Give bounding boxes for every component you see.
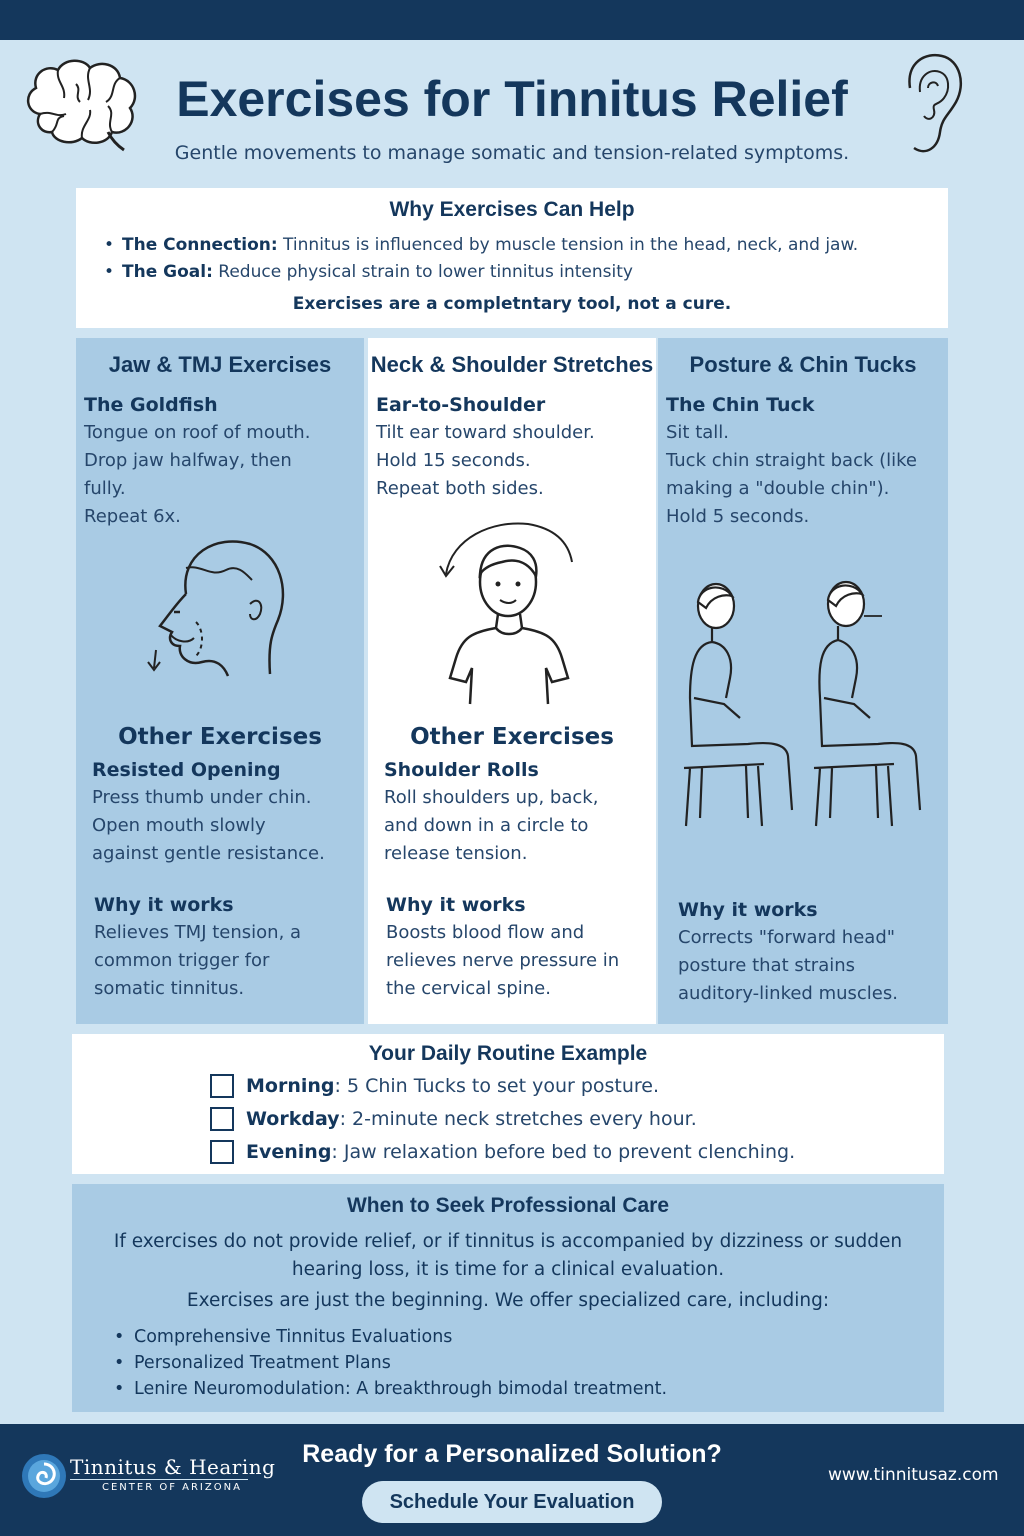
why-line: Relieves TMJ tension, a — [94, 922, 302, 943]
jaw-tmj-column — [76, 338, 364, 1024]
why-line: common trigger for — [94, 950, 270, 971]
column-title: Jaw & TMJ Exercises — [108, 352, 332, 377]
routine-item-evening — [210, 1140, 795, 1164]
neck-stretch-illustration — [440, 523, 572, 704]
daily-routine-section — [72, 1034, 944, 1174]
other-exercise-instructions — [92, 784, 325, 868]
why-exercises-section — [76, 188, 948, 328]
care-services-list — [134, 1324, 667, 1402]
column-title: Neck & Shoulder Stretches — [370, 352, 654, 377]
instruction-line: Open mouth slowly — [92, 815, 266, 836]
why-it-works-text — [386, 919, 619, 1003]
other-exercises-title: Other Exercises — [118, 724, 322, 750]
instruction-line: release tension. — [384, 843, 528, 864]
routine-item-detail: : 2-minute neck stretches every hour. — [339, 1108, 697, 1130]
routine-item-label: Workday — [246, 1108, 340, 1130]
care-intro: Exercises are just the beginning. We offer specialized care, including: — [186, 1290, 830, 1311]
instruction-line: against gentle resistance. — [92, 843, 325, 864]
other-exercise-name: Resisted Opening — [92, 759, 281, 781]
routine-item-detail: : 5 Chin Tucks to set your posture. — [334, 1075, 660, 1097]
instruction-line: Sit tall. — [666, 422, 730, 443]
neck-shoulder-column — [368, 338, 656, 1024]
exercise-instructions — [84, 419, 310, 531]
logo-divider — [70, 1479, 248, 1480]
header — [0, 40, 1024, 186]
why-it-works-title: Why it works — [386, 894, 526, 916]
instruction-line: making a "double chin"). — [666, 478, 890, 499]
routine-item-text — [246, 1108, 697, 1130]
logo-subtitle: CENTER OF ARIZONA — [102, 1482, 242, 1493]
list-item: • Personalized Treatment Plans — [134, 1350, 667, 1376]
care-title: When to Seek Professional Care — [346, 1194, 670, 1217]
exercise-instructions — [376, 419, 595, 503]
routine-title: Your Daily Routine Example — [368, 1042, 648, 1065]
checkbox[interactable] — [210, 1074, 234, 1098]
routine-item-text — [246, 1141, 795, 1163]
why-it-works-title: Why it works — [94, 894, 234, 916]
why-line: relieves nerve pressure in — [386, 950, 620, 971]
ear-icon — [896, 48, 966, 158]
footer-heading: Ready for a Personalized Solution? — [302, 1440, 722, 1468]
schedule-evaluation-button[interactable]: Schedule Your Evaluation — [362, 1481, 662, 1523]
routine-item-label: Morning — [246, 1075, 335, 1097]
checkbox[interactable] — [210, 1107, 234, 1131]
top-bar — [0, 0, 1024, 40]
why-line: somatic tinnitus. — [94, 978, 245, 999]
exercise-name: The Chin Tuck — [666, 394, 815, 416]
routine-item-text — [246, 1075, 659, 1097]
list-item: • Lenire Neuromodulation: A breakthrough bimodal treatment. — [134, 1376, 667, 1402]
page-subtitle: Gentle movements to manage somatic and tension-related symptoms. — [174, 142, 850, 164]
why-line: Boosts blood flow and — [386, 922, 585, 943]
why-item-goal — [122, 259, 924, 286]
column-title: Posture & Chin Tucks — [689, 352, 917, 377]
goldfish-jaw-illustration — [146, 534, 296, 684]
professional-care-section — [72, 1184, 944, 1412]
chin-tuck-illustration — [684, 582, 920, 826]
posture-column — [658, 338, 948, 1024]
why-it-works-title: Why it works — [678, 899, 818, 921]
exercise-name: Ear-to-Shoulder — [376, 394, 546, 416]
website-link[interactable]: www.tinnitusaz.com — [828, 1465, 999, 1485]
why-line: Corrects "forward head" — [678, 927, 896, 948]
why-line: auditory-linked muscles. — [678, 983, 898, 1004]
why-it-works-text — [678, 924, 898, 1008]
list-item: • Comprehensive Tinnitus Evaluations — [134, 1324, 667, 1350]
routine-item-label: Evening — [246, 1141, 332, 1163]
why-item-connection — [122, 232, 924, 259]
why-list — [100, 232, 924, 286]
why-item-label: The Connection: — [122, 235, 278, 255]
instruction-line: Tongue on roof of mouth. — [84, 422, 311, 443]
why-note: Exercises are a completntary tool, not a cure. — [292, 294, 732, 314]
instruction-line: and down in a circle to — [384, 815, 589, 836]
instruction-line: Drop jaw halfway, then — [84, 450, 292, 471]
why-it-works-text — [94, 919, 301, 1003]
footer — [0, 1424, 1024, 1536]
instruction-line: Hold 15 seconds. — [376, 450, 531, 471]
instruction-line: Repeat 6x. — [84, 506, 181, 527]
why-section-title: Why Exercises Can Help — [389, 198, 635, 221]
instruction-line: fully. — [84, 478, 126, 499]
other-exercise-name: Shoulder Rolls — [384, 759, 539, 781]
why-item-label: The Goal: — [122, 262, 213, 282]
other-exercises-title: Other Exercises — [410, 724, 614, 750]
page-title: Exercises for Tinnitus Relief — [176, 71, 848, 127]
other-exercise-instructions — [384, 784, 598, 868]
logo-name: Tinnitus & Hearing — [70, 1455, 276, 1479]
instruction-line: Roll shoulders up, back, — [384, 787, 599, 808]
why-item-text: Tinnitus is influenced by muscle tension in the head, neck, and jaw. — [277, 235, 859, 255]
routine-item-detail: : Jaw relaxation before bed to prevent clenching. — [331, 1141, 796, 1163]
why-item-text: Reduce physical strain to lower tinnitus intensity — [212, 262, 633, 282]
instruction-line: Tuck chin straight back (like — [666, 450, 918, 471]
checkbox[interactable] — [210, 1140, 234, 1164]
instruction-line: Press thumb under chin. — [92, 787, 312, 808]
instruction-line: Repeat both sides. — [376, 478, 544, 499]
instruction-line: Tilt ear toward shoulder. — [376, 422, 595, 443]
instruction-line: Hold 5 seconds. — [666, 506, 810, 527]
routine-item-morning — [210, 1074, 659, 1098]
why-line: the cervical spine. — [386, 978, 551, 999]
exercise-instructions — [666, 419, 917, 531]
care-text: If exercises do not provide relief, or if tinnitus is accompanied by dizziness or sudden hearing loss, it is time for a clinical evaluation. — [113, 1231, 903, 1280]
why-line: posture that strains — [678, 955, 856, 976]
exercise-name: The Goldfish — [84, 394, 218, 416]
routine-item-workday — [210, 1107, 697, 1131]
